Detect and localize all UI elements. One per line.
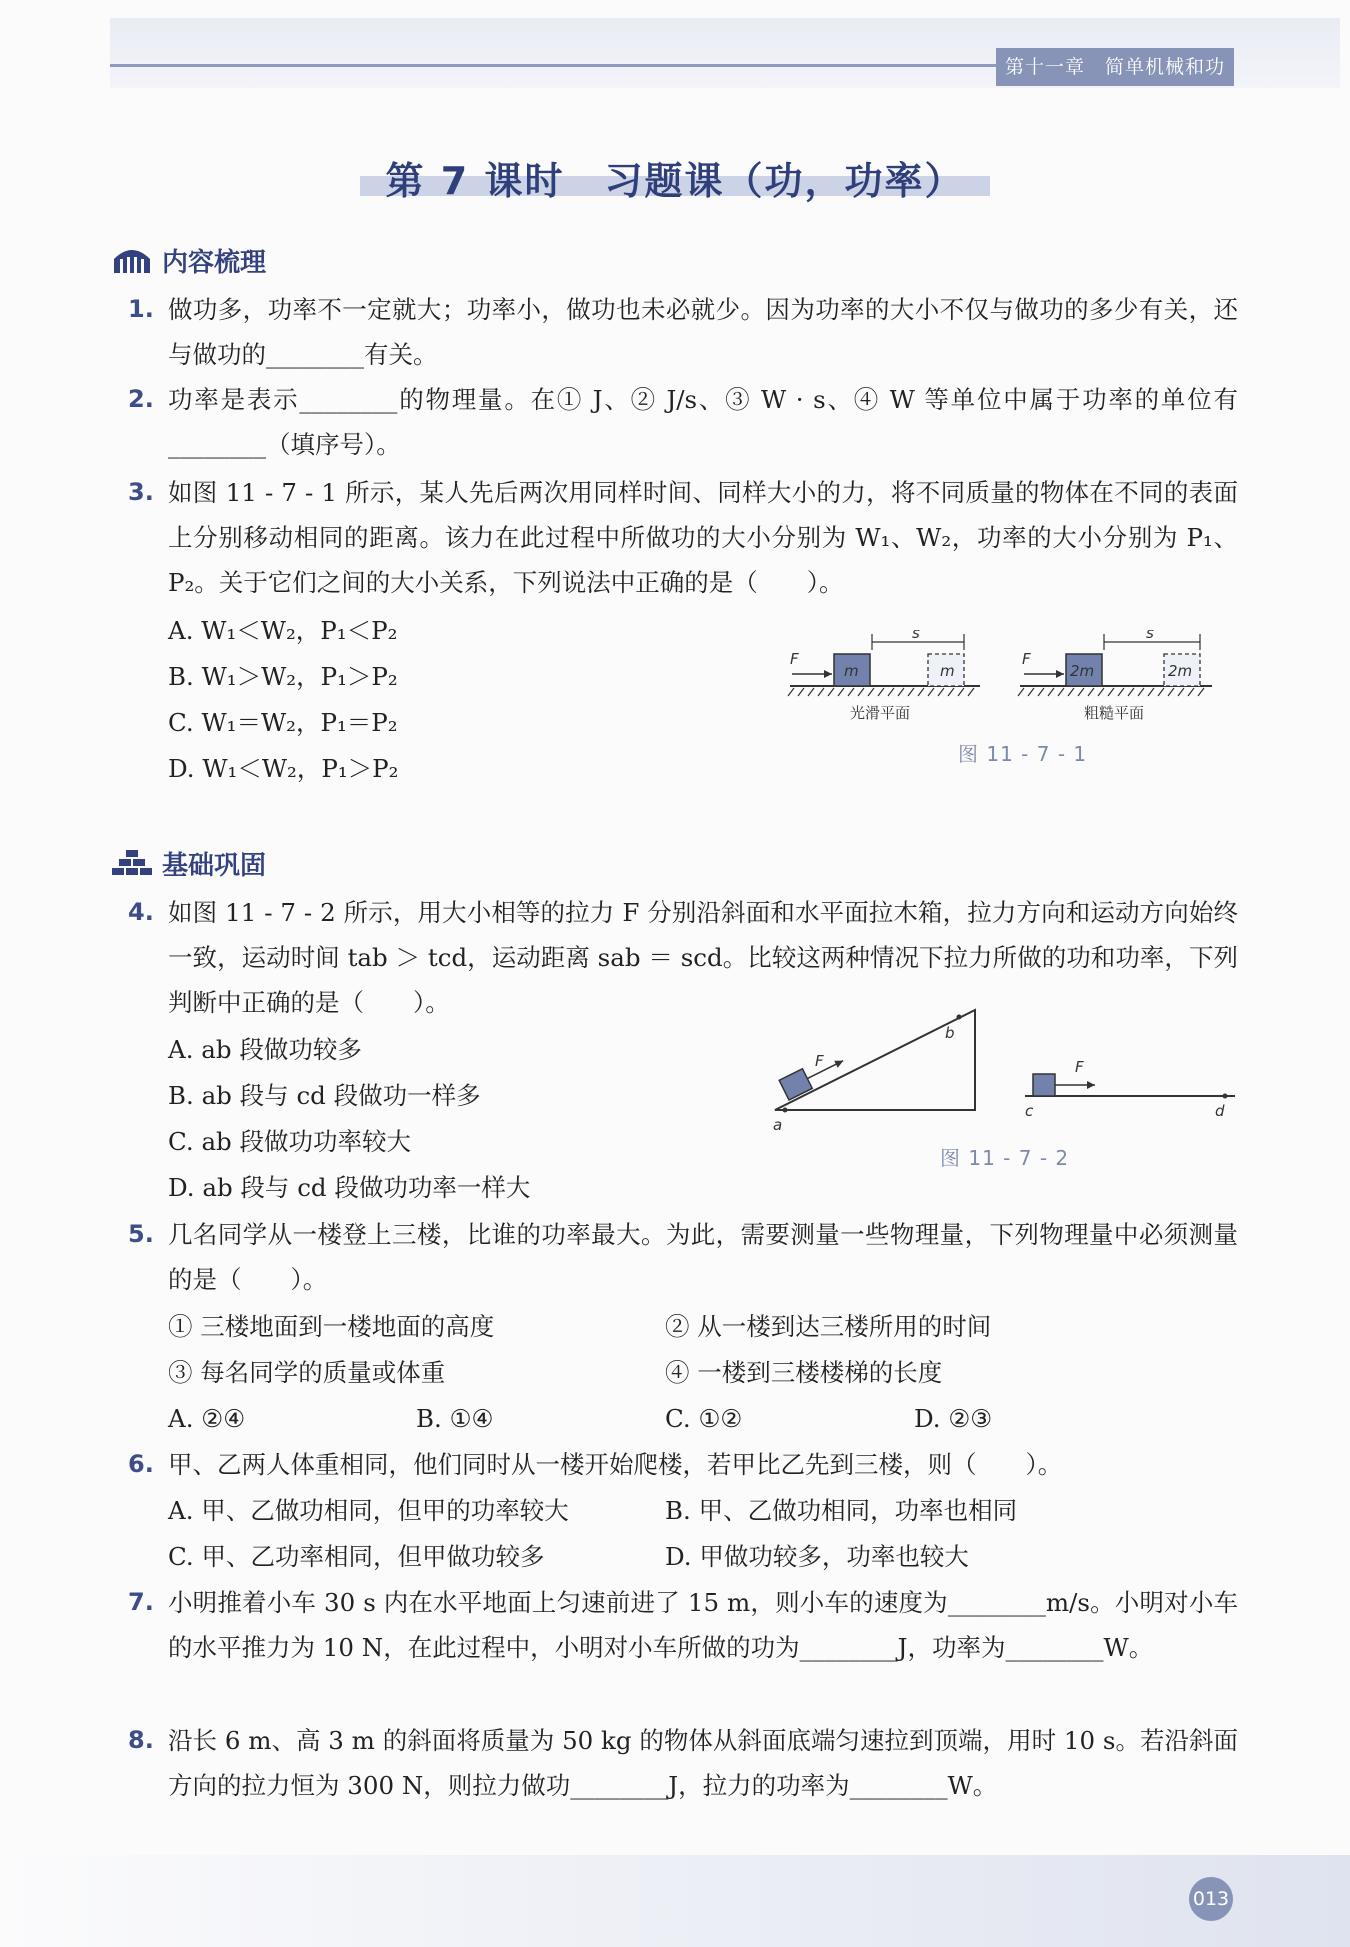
smooth-surface-label: 光滑平面 [850,704,911,722]
option-b: B. W₁＞W₂，P₁＞P₂ [168,662,398,691]
distance-label: s [912,630,920,642]
mass-label-dashed: 2m [1168,662,1193,680]
question-number: 2. [128,385,154,413]
item-4: ④ 一楼到三楼楼梯的长度 [665,1358,943,1387]
question-7 [128,1580,1238,1670]
force-label: F [1075,1058,1084,1076]
distance-label: s [1146,630,1154,642]
point-d-label: d [1215,1102,1225,1120]
question-3 [128,470,1238,605]
item-1: ① 三楼地面到一楼地面的高度 [168,1312,495,1341]
option-d: D. W₁＜W₂，P₁＞P₂ [168,754,399,783]
question-number: 5. [128,1220,154,1248]
section-content-review [112,240,266,280]
chapter-tag: 第十一章 简单机械和功 [996,48,1234,86]
question-text: 如图 11 - 7 - 1 所示，某人先后两次用同样时间、同样大小的力，将不同质量的物体在不同的表面上分别移动相同的距离。该力在此过程中所做功的大小分别为 W₁、W₂，功率的大小分别为 P₁、P₂。关于它们之间的大小关系，下列说法中正确的是（ ）。 [168,478,1238,597]
question-number: 7. [128,1588,154,1616]
question-text: 甲、乙两人体重相同，他们同时从一楼开始爬楼，若甲比乙先到三楼，则（ ）。 [168,1450,1063,1479]
footer-band [0,1855,1350,1947]
arch-icon [112,245,152,275]
force-label: F [1022,650,1031,668]
figure-11-7-1 [780,630,1220,730]
figure-caption: 图 11 - 7 - 2 [940,1146,1070,1170]
point-a-label: a [773,1116,783,1134]
question-text: 做功多，功率不一定就大；功率小，做功也未必就少。因为功率的大小不仅与做功的多少有关，还与做功的________有关。 [168,295,1238,369]
option-d: D. ②③ [914,1404,993,1433]
question-number: 8. [128,1726,154,1754]
question-text: 几名同学从一楼登上三楼，比谁的功率最大。为此，需要测量一些物理量，下列物理量中必须测量的是（ ）。 [168,1220,1238,1294]
rough-surface-diagram [1018,630,1212,722]
option-a: A. W₁＜W₂，P₁＜P₂ [168,616,398,645]
option-b: B. 甲、乙做功相同，功率也相同 [665,1496,1018,1525]
bricks-icon [112,848,152,878]
incline-diagram [773,1010,975,1134]
option-c: C. W₁＝W₂，P₁＝P₂ [168,708,398,737]
point-b-label: b [945,1024,955,1042]
section-basic-consolidation [112,843,266,883]
option-c: C. ①② [665,1404,743,1433]
page-number-badge: 013 [1189,1877,1233,1921]
mass-label: m [844,662,859,680]
mass-label-dashed: m [940,662,955,680]
figure-11-7-2 [765,1000,1245,1135]
option-a: A. 甲、乙做功相同，但甲的功率较大 [168,1496,569,1525]
mass-label: 2m [1070,662,1095,680]
force-label: F [790,650,799,668]
figure-caption: 图 11 - 7 - 1 [958,742,1088,766]
lesson-title: 第 7 课时 习题课（功，功率） [385,159,965,203]
point-c-label: c [1025,1102,1034,1120]
question-text: 小明推着小车 30 s 内在水平地面上匀速前进了 15 m，则小车的速度为________m/s。小明对小车的水平推力为 10 N，在此过程中，小明对小车所做的功为________J，功率为________W。 [168,1588,1238,1662]
option-c: C. 甲、乙功率相同，但甲做功较多 [168,1542,545,1571]
item-3: ③ 每名同学的质量或体重 [168,1358,446,1387]
question-2 [128,377,1238,467]
question-8 [128,1718,1238,1808]
question-text: 功率是表示________的物理量。在① J、② J/s、③ W · s、④ W 等单位中属于功率的单位有________（填序号）。 [168,385,1238,459]
option-d: D. ab 段与 cd 段做功功率一样大 [168,1173,531,1202]
question-6 [128,1442,1238,1487]
option-c: C. ab 段做功功率较大 [168,1127,412,1156]
lesson-title-block [360,150,990,203]
item-2: ② 从一楼到达三楼所用的时间 [665,1312,992,1341]
force-label: F [815,1052,824,1070]
question-number: 1. [128,295,154,323]
question-5 [128,1212,1238,1302]
question-number: 3. [128,478,154,506]
section-title: 基础巩固 [162,850,267,881]
option-b: B. ①④ [416,1404,494,1433]
question-text: 如图 11 - 7 - 2 所示，用大小相等的拉力 F 分别沿斜面和水平面拉木箱，拉力方向和运动方向始终一致，运动时间 tab ＞ tcd，运动距离 sab ＝ scd。比较这两种情况下拉力所做的功和功率，下列判断中正确的是（ ）。 [168,898,1238,1017]
question-1 [128,287,1238,377]
option-d: D. 甲做功较多，功率也较大 [665,1542,969,1571]
option-b: B. ab 段与 cd 段做功一样多 [168,1081,481,1110]
section-title: 内容梳理 [162,247,267,278]
smooth-surface-diagram [788,630,980,722]
rough-surface-label: 粗糙平面 [1084,704,1145,722]
question-text: 沿长 6 m、高 3 m 的斜面将质量为 50 kg 的物体从斜面底端匀速拉到顶端，用时 10 s。若沿斜面方向的拉力恒为 300 N，则拉力做功________J，拉力的功率为________W。 [168,1726,1238,1800]
horizontal-diagram [1025,1058,1235,1120]
question-number: 6. [128,1450,154,1478]
question-number: 4. [128,898,154,926]
option-a: A. ab 段做功较多 [168,1035,362,1064]
option-a: A. ②④ [168,1404,246,1433]
